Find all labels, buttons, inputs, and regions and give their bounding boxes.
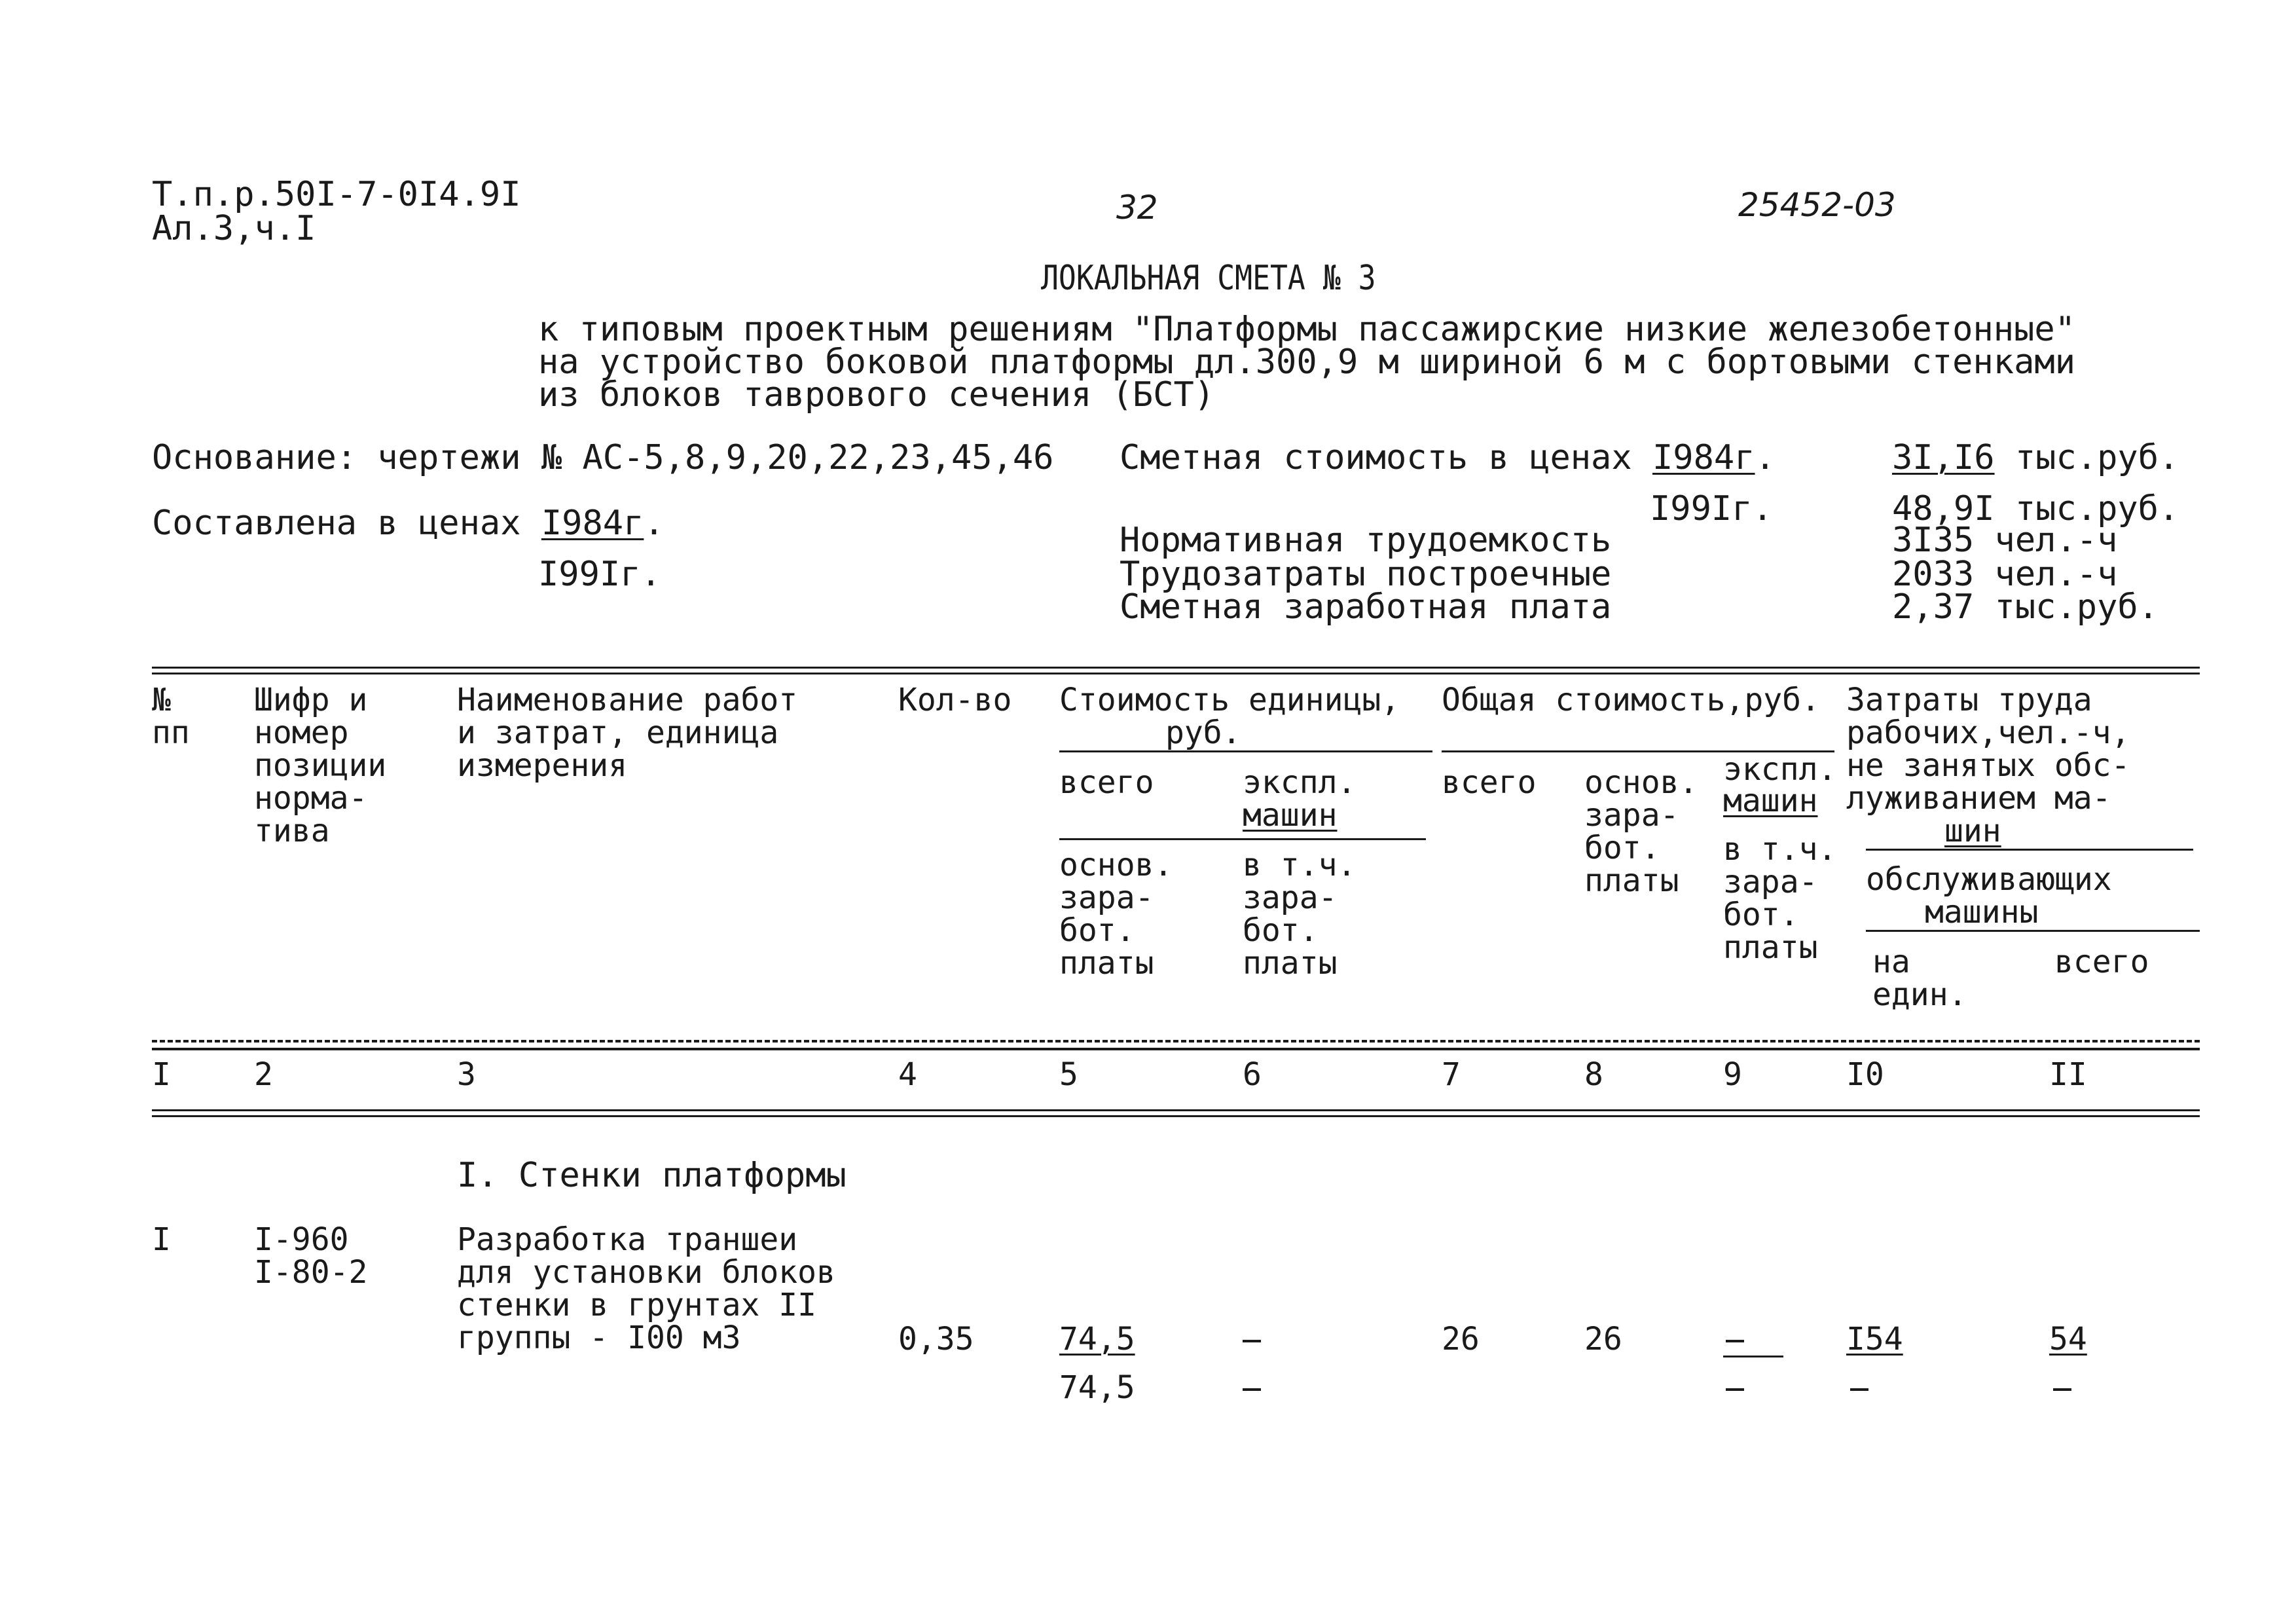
estimated-wage-label: Сметная заработная плата [1120,587,1612,627]
header-col-10: на един. [1872,944,1967,1013]
table-row-code: I-960 I-80-2 [254,1221,368,1291]
header-labor-costs: Затраты труда рабочих,чел.-ч, не занятых обс- луживанием ма- [1846,682,2130,817]
unit-machines-dash [1243,1340,1261,1342]
header-unit-cost-rub: руб. [1165,714,1241,751]
estimated-cost-1991: 48,9I тыс.руб. [1892,489,2179,528]
compiled-year-1984: I984г [541,504,644,543]
column-number-1: I [152,1056,171,1093]
cost-value-1984: 3I,I6 [1892,438,1995,477]
total-machines-dash [1726,1340,1744,1342]
column-number-10: I0 [1846,1056,1884,1093]
table-row-labor-unit: I54 [1846,1321,1903,1357]
column-number-11: II [2049,1056,2087,1093]
table-row-total-wage: 26 [1584,1321,1622,1357]
column-numbers-top-rule [152,1048,2200,1050]
col-5-underline [1059,838,1426,840]
estimated-cost-text: Сметная стоимость в ценах [1120,438,1632,477]
header-bottom-rule [152,1040,2200,1043]
header-col-9-machines-u: машин [1723,783,1818,819]
table-row-quantity: 0,35 [898,1321,974,1357]
table-row-name: Разработка траншеи для установки блоков стенки в грунтах II группы - I00 м3 [457,1221,835,1356]
header-col-5-wage: основ. зара- бот. платы [1059,847,1173,982]
labor-unit-serving-dash [1850,1388,1868,1391]
header-col-6-machines: экспл. [1243,764,1357,801]
estimated-cost-label [1120,440,1776,475]
labor-total-serving-dash [2053,1388,2071,1391]
column-number-5: 5 [1059,1056,1078,1093]
compiled-year-1991: I99Iг. [538,555,661,594]
header-col-5-total: всего [1059,764,1154,801]
title-line-1: к типовым проектным решениям "Платформы пассажирские низкие железобетонные" [538,310,2075,349]
header-col-7: всего [1442,764,1537,801]
document-title: ЛОКАЛЬНАЯ СМЕТА № 3 [1041,259,1376,298]
normative-labor-label: Нормативная трудоемкость [1120,521,1612,560]
estimated-cost-1984 [1892,440,2179,475]
header-col-8: основ. зара- бот. платы [1584,764,1698,899]
compiled-prices-text: Составлена в ценах [152,504,521,543]
header-labor-serving: обслуживающих [1866,861,2112,898]
basis-drawings: Основание: чертежи № АС-5,8,9,20,22,23,45,46 [152,438,1054,477]
table-row-number: I [152,1221,171,1258]
header-col-2: Шифр и номер позиции норма- тива [254,682,387,849]
header-col-6-wage: в т.ч. зара- бот. платы [1243,847,1357,982]
normative-labor-value: 3I35 чел.-ч [1892,521,2118,560]
column-number-9: 9 [1723,1056,1742,1093]
column-numbers-bottom-rule [152,1109,2200,1117]
header-col-9-wage: в т.ч. зара- бот. платы [1723,831,1837,966]
table-top-rule [152,667,2200,674]
cost-unit-1984: тыс.руб. [2014,438,2179,477]
table-row-unit-wage: 74,5 [1059,1369,1135,1406]
album-reference: Ал.3,ч.I [152,209,316,248]
header-col-4: Кол-во [898,682,1012,718]
column-number-3: 3 [457,1056,476,1093]
column-number-7: 7 [1442,1056,1461,1093]
total-machines-underline [1723,1356,1783,1357]
compiled-prices-label [152,506,665,541]
title-line-3: из блоков таврового сечения (БСТ) [538,375,1215,415]
header-labor-serving-machine: машины [1925,894,2039,931]
compiled-dot: . [644,504,665,543]
title-line-2: на устройство боковой платформы дл.300,9 м шириной 6 м с бортовыми стенками [538,342,2075,382]
table-row-labor-total: 54 [2049,1321,2087,1357]
site-labor-value: 2033 чел.-ч [1892,555,2118,594]
header-col-11: всего [2054,944,2149,980]
site-labor-label: Трудозатраты построечные [1120,555,1612,594]
column-number-2: 2 [254,1056,273,1093]
column-number-6: 6 [1243,1056,1262,1093]
document-code: Т.п.р.50I-7-0I4.9I [152,175,521,214]
total-machines-wage-dash [1726,1388,1744,1391]
cost-year-1991: I99Iг. [1650,489,1773,528]
header-labor-costs-machines: шин [1944,813,2001,849]
estimated-wage-value: 2,37 тыс.руб. [1892,587,2159,627]
header-col-6-machines-u: машин [1243,797,1338,834]
section-title: I. Стенки платформы [457,1156,847,1195]
header-col-3: Наименование работ и затрат, единица измерения [457,682,798,784]
unit-machines-wage-dash [1243,1388,1261,1391]
inventory-number: 25452-03 [1738,186,1896,224]
cost-dot: . [1755,438,1776,477]
header-unit-cost: Стоимость единицы, [1059,682,1400,718]
page-number: 32 [1116,189,1158,227]
table-row-total: 26 [1442,1321,1480,1357]
labor-mid-underline [1866,930,2200,932]
labor-top-underline [1866,849,2193,851]
column-number-8: 8 [1584,1056,1603,1093]
unit-cost-underline [1059,750,1432,752]
column-number-4: 4 [898,1056,917,1093]
cost-year-1984: I984г [1652,438,1755,477]
header-col-9-machines: экспл. [1723,751,1837,788]
header-total-cost: Общая стоимость,руб. [1442,682,1820,718]
table-row-unit-total: 74,5 [1059,1321,1135,1357]
header-col-1: № пп [152,682,190,751]
